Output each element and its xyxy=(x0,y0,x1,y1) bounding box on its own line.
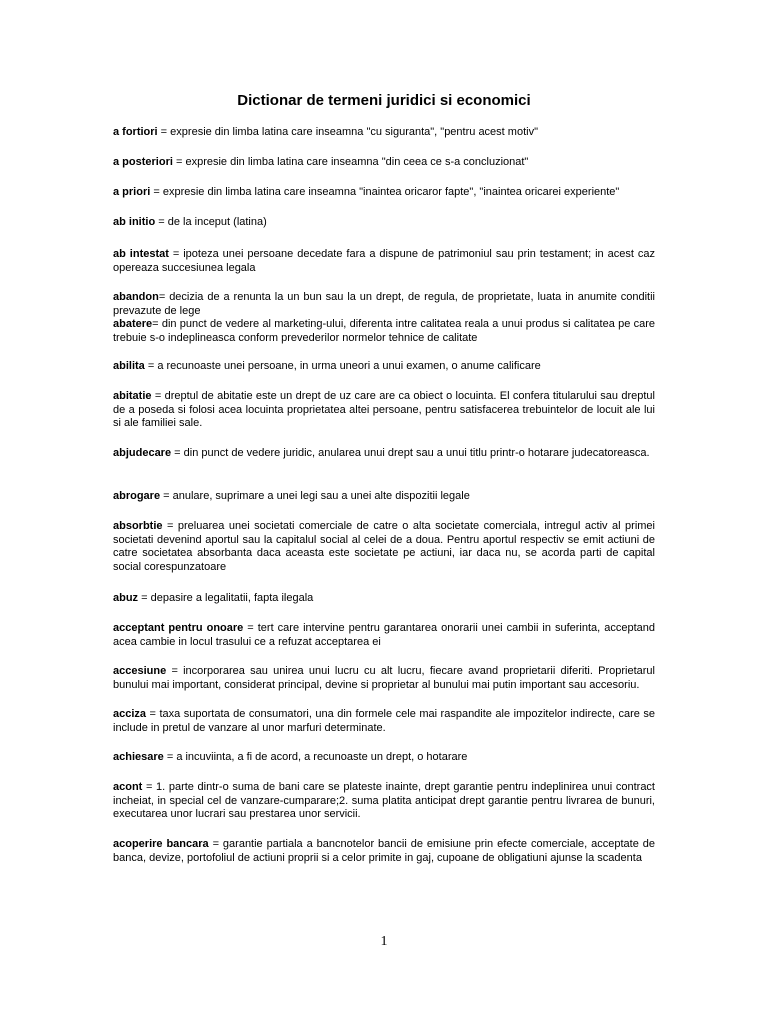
document-title: Dictionar de termeni juridici si economici xyxy=(237,92,531,109)
entry-term: accesiune xyxy=(113,665,167,677)
entry-term: abuz xyxy=(113,592,139,604)
entry-acceptant-pentru-onoare xyxy=(113,622,655,649)
entry-term: abilita xyxy=(113,360,145,372)
entry-definition: dreptul de abitatie este un drept de uz care are ca obiect o locuinta. El confera titularului sau dreptul de a poseda si folosi acea locuinta proprietatea altei persoane, pentru satisfacerea trebuintelor de locuit ale lui si ale familiei sale. xyxy=(113,390,655,430)
entry-absorbtie xyxy=(113,520,655,574)
entry-accesiune xyxy=(113,665,655,692)
entry-achiesare xyxy=(113,751,655,765)
entry-separator: = xyxy=(151,390,165,402)
entry-term: achiesare xyxy=(113,751,164,763)
entry-definition: a incuviinta, a fi de acord, a recunoaste un drept, o hotarare xyxy=(176,751,468,763)
entry-abuz xyxy=(113,592,655,606)
entry-separator: = xyxy=(168,248,184,260)
entry-definition: decizia de a renunta la un bun sau la un drept, de regula, de proprietate, luata in anumite conditii prevazute de lege xyxy=(113,291,655,317)
entry-definition: taxa suportata de consumatori, una din formele cele mai raspandite ale impozitelor indirecte, care se include in pretul de vanzare al unor marfuri determinate. xyxy=(113,708,655,734)
entry-separator: = xyxy=(142,781,157,793)
entry-definition: incorporarea sau unirea unui lucru cu alt lucru, fiecare avand proprietarii diferiti. Proprietarul bunului mai important, considerat principal, devine si proprietar al bunului mai putin important sau accesoriu. xyxy=(113,665,655,691)
entry-separator: = xyxy=(138,592,151,604)
entry-separator: = xyxy=(152,318,162,330)
entry-abjudecare xyxy=(113,447,655,461)
entry-a-fortiori xyxy=(113,126,655,140)
entry-definition: din punct de vedere al marketing-ului, diferenta intre calitatea reala a unui produs si calitatea pe care trebuie s-o indeplineasca conform prevederilor normelor tehnice de calitate xyxy=(113,318,656,344)
entry-abilita xyxy=(113,360,655,374)
entry-definition: expresie din limba latina care inseamna "inaintea oricaror fapte", "inaintea oricarei experiente" xyxy=(162,186,620,198)
entry-definition: expresie din limba latina care inseamna "cu siguranta", "pentru acest motiv" xyxy=(170,126,538,138)
entry-term: abjudecare xyxy=(113,447,172,459)
entry-separator: = xyxy=(144,360,158,372)
entry-separator: = xyxy=(243,622,258,634)
entry-acont xyxy=(113,781,655,822)
entry-definition: 1. parte dintr-o suma de bani care se plateste inainte, drept garantie pentru indeplinirea unui contract incheiat, in special cel de vanzare-cumparare;2. suma platita anticipat drept garantie pentru livrarea de bunuri, executarea unor lucrari sau prestarea unor servicii. xyxy=(113,781,655,821)
entry-definition: ipoteza unei persoane decedate fara a dispune de patrimoniul sau prin testament; in acest caz opereaza succesiunea legala xyxy=(113,248,655,274)
entry-separator: = xyxy=(162,520,178,532)
entry-definition: tert care intervine pentru garantarea onorarii unei cambii in suferinta, acceptand acea cambie in locul trasului ce a refuzat acceptarea ei xyxy=(113,622,656,648)
entry-term: a posteriori xyxy=(113,156,173,168)
entry-definition: preluarea unei societati comerciale de catre o alta societate comerciala, intregul activ al primei societati devenind aportul sau la capitalul social al celei de a doua. Pentru aportul respectiv se emit actiuni de catre societatea absorbanta daca aceasta este societate pe actiuni, iar daca nu, se acorda parti de capital social corespunzatoare xyxy=(113,520,655,573)
entry-separator: = xyxy=(160,490,173,502)
entry-definition: expresie din limba latina care inseamna "din ceea ce s-a concluzionat" xyxy=(185,156,529,168)
entry-separator: = xyxy=(171,447,184,459)
entry-definition: depasire a legalitatii, fapta ilegala xyxy=(150,592,314,604)
entry-separator: = xyxy=(157,126,171,138)
entry-term: acciza xyxy=(113,708,147,720)
entry-definition: din punct de vedere juridic, anularea unui drept sau a unui titlu printr-o hotarare judecatoreasca. xyxy=(183,447,650,459)
entry-abandon xyxy=(113,291,655,318)
entry-a-posteriori xyxy=(113,156,655,170)
entry-term: a priori xyxy=(113,186,151,198)
entry-term: abatere xyxy=(113,318,153,330)
entry-term: acont xyxy=(113,781,143,793)
entry-ab-initio xyxy=(113,216,655,230)
entry-term: absorbtie xyxy=(113,520,163,532)
entry-term: ab intestat xyxy=(113,248,169,260)
entry-term: acceptant pentru onoare xyxy=(113,622,244,634)
entry-acciza xyxy=(113,708,655,735)
entry-definition: garantie partiala a bancnotelor bancii de emisiune prin efecte comerciale, acceptate de banca, devize, portofoliul de actiuni proprii si a celor primite in gaj, cupoane de obligatiuni ajunse la scadenta xyxy=(113,838,655,864)
entry-definition: anulare, suprimare a unei legi sau a unei alte dispozitii legale xyxy=(172,490,470,502)
entry-separator: = xyxy=(146,708,160,720)
entry-definition: a recunoaste unei persoane, in urma uneori a unui examen, o anume calificare xyxy=(157,360,541,372)
entry-separator: = xyxy=(158,291,170,303)
entry-ab-intestat xyxy=(113,248,655,275)
page-number: 1 xyxy=(380,934,388,949)
entry-separator: = xyxy=(150,186,163,198)
entry-separator: = xyxy=(172,156,186,168)
entry-term: acoperire bancara xyxy=(113,838,209,850)
entry-separator: = xyxy=(163,751,177,763)
entry-term: abitatie xyxy=(113,390,152,402)
entry-separator: = xyxy=(155,216,168,228)
entry-a-priori xyxy=(113,186,655,200)
entry-abrogare xyxy=(113,490,655,504)
entry-term: a fortiori xyxy=(113,126,158,138)
entry-term: abrogare xyxy=(113,490,161,502)
entry-acoperire-bancara xyxy=(113,838,655,865)
entry-abatere xyxy=(113,318,655,345)
entry-separator: = xyxy=(208,838,223,850)
entry-term: abandon xyxy=(113,291,159,303)
entry-term: ab initio xyxy=(113,216,156,228)
entry-separator: = xyxy=(166,665,184,677)
entry-abitatie xyxy=(113,390,655,431)
entry-definition: de la inceput (latina) xyxy=(167,216,267,228)
